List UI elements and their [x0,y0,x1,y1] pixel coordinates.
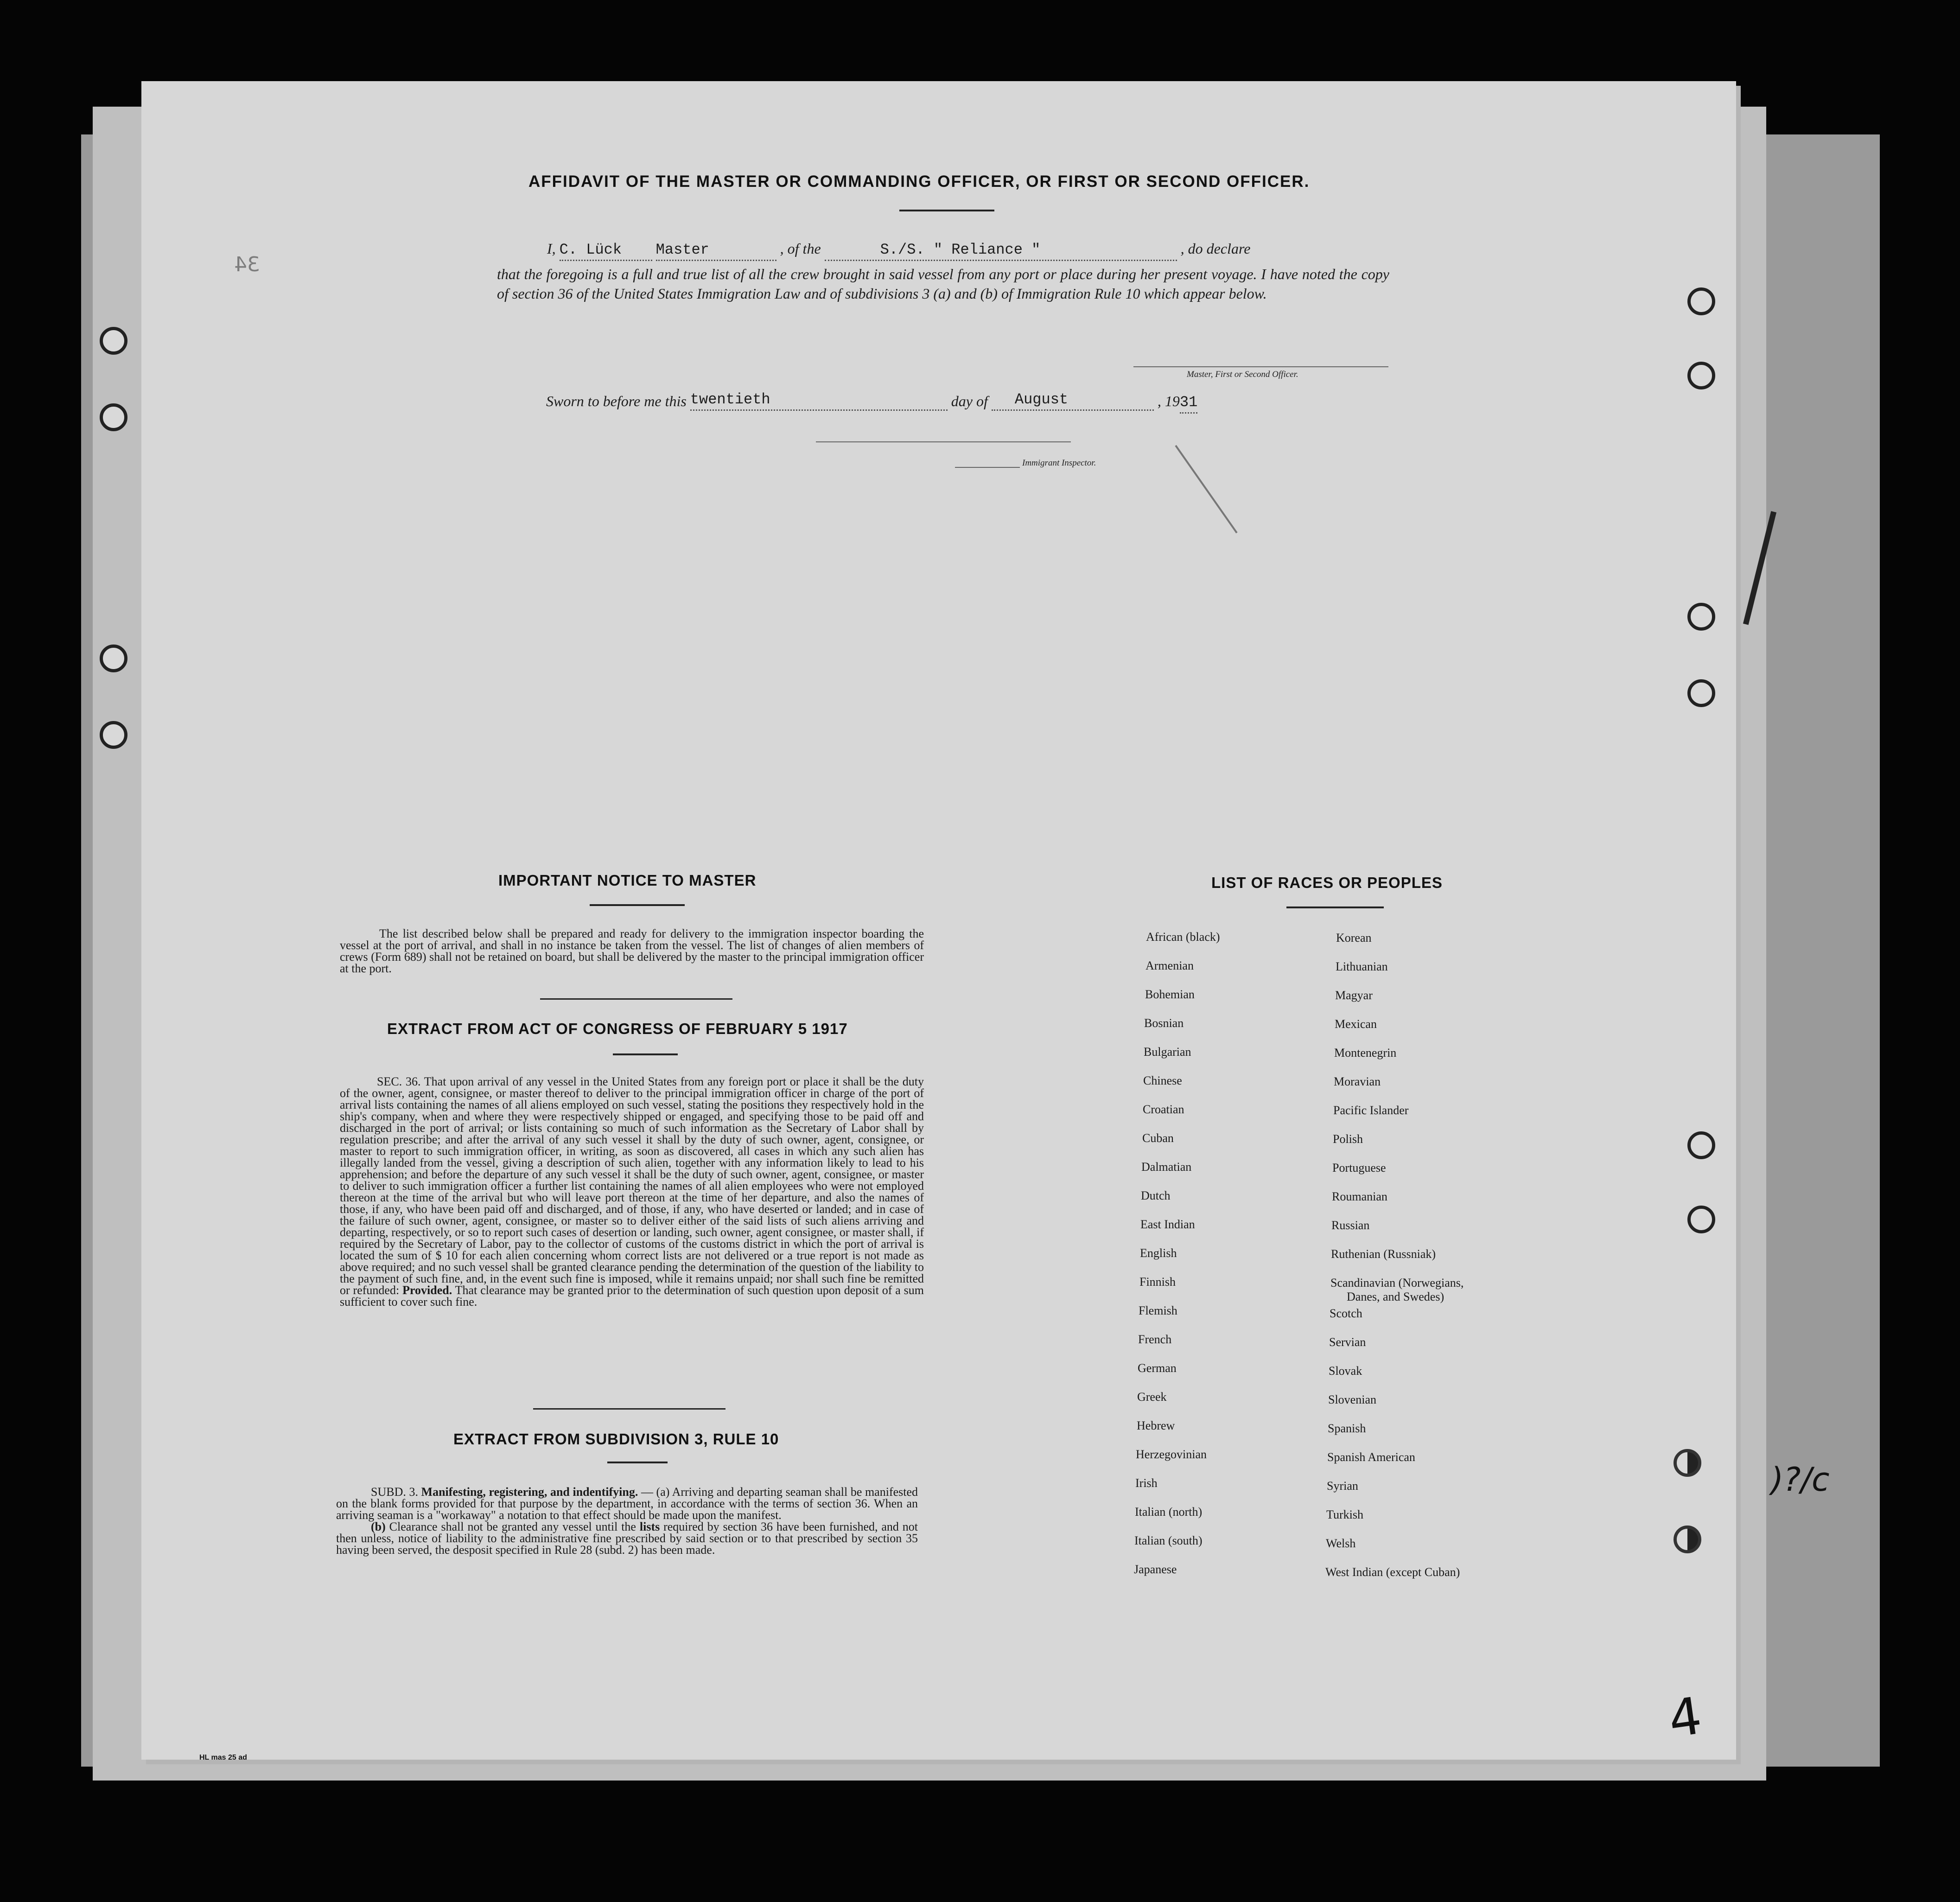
signature-line [1133,366,1388,367]
race-item: Servian [1329,1335,1366,1349]
race-item: Pacific Islander [1333,1104,1409,1117]
act-text: SEC. 36. That upon arrival of any vessel in the United States from any foreign port or place it shall be the duty of the owner, agent, consignee, or master thereof to deliver to the principal immigration officer in charge of the port of arrival lists containing the names of all aliens employed on such vessel, stating the positions they respectively hold in the ship's company, when and where they were respectively shipped or engaged, and specifying those to be paid off and discharged in the port of arrival; or lists containing so much of such information as the Secretary of Labor shall by regulation prescribe; and after the arrival of any such vessel it shall by the duty of such owner, agent, consignee, or master to report to such immigration officer, in writing, as soon as discovered, all cases in which any such alien has illegally landed from the vessel, giving a description of such alien, together with any information likely to lead to his apprehension; and before the departure of any such vessel it shall be the duty of such owner, agent, consignee, or master to deliver to such immigration officer a further list containing the names of all alien employees who were not employed thereon at the time of the arrival but who will leave port thereon at the time of her departure, and also the names of those, if any, who have been paid off and discharged, and of those, if any, who have deserted or landed; and in case of the failure of such owner, agent, consignee, or master so to deliver either of the said lists of such aliens arriving and departing, respectively, or so to report such cases of desertion or landing, such owner, agent consignee, or master shall, if required by the Secretary of Labor, pay to the collector of customs of the customs district in which the port of arrival is located the sum of $ 10 for each alien concerning whom correct lists are not delivered or a true report is not made as above required; and no such vessel shall be granted clearance pending the determination of the question of the liability to the payment of such fine, and, in the event such fine is imposed, while it remains unpaid; nor shall such fine be remitted or refunded: [340,1075,924,1297]
master-rank: Master [655,241,709,258]
inspector-line [816,441,1071,442]
races-title: LIST OF RACES OR PEOPLES [1211,874,1443,891]
race-item: Roumanian [1332,1190,1387,1203]
affidavit-title: AFFIDAVIT OF THE MASTER OR COMMANDING OFFICER, OR FIRST OR SECOND OFFICER. [528,172,1310,191]
binder-hole [1687,287,1715,315]
race-item: Cuban [1142,1131,1174,1145]
race-item: Mexican [1335,1017,1377,1031]
binder-hole [1687,603,1715,631]
race-item: Polish [1333,1132,1363,1146]
page-stamp: 34 [234,253,260,276]
sworn-line [546,389,1404,414]
race-item: Magyar [1335,989,1373,1002]
sworn-prefix: Sworn to before me this [546,393,687,409]
inspector-caption: Immigrant Inspector. [1022,458,1096,468]
binder-hole [1687,679,1715,707]
race-item: Hebrew [1137,1419,1175,1432]
binder-hole [1674,1525,1701,1553]
race-item: Slovak [1329,1364,1362,1378]
subd-label: SUBD. 3. [371,1485,418,1499]
race-item: Lithuanian [1336,960,1388,973]
race-item: German [1138,1361,1177,1375]
act-provided: Provided. [402,1283,452,1297]
race-item: English [1140,1246,1177,1260]
race-item: East Indian [1140,1218,1195,1231]
race-item: Bosnian [1144,1016,1184,1030]
subd-b-label: (b) [371,1520,386,1533]
race-item: West Indian (except Cuban) [1325,1565,1460,1579]
binder-hole [100,645,127,672]
affidavit-prefix: I, [547,240,556,257]
binder-hole [1687,1206,1715,1233]
subd-heading: Manifesting, registering, and indentifying. [421,1485,638,1499]
race-item: Spanish American [1327,1450,1415,1464]
sworn-day: twentieth [690,391,770,408]
year-prefix: , 19 [1157,393,1180,409]
form-number: HL mas 25 ad [199,1754,247,1762]
race-item: Dalmatian [1141,1160,1192,1174]
race-item: Irish [1135,1476,1158,1490]
race-item: Syrian [1327,1479,1358,1493]
race-item: Ruthenian (Russniak) [1331,1247,1436,1261]
rule-title-rule [607,1462,668,1463]
race-item: Herzegovinian [1136,1448,1207,1461]
do-declare-label: , do declare [1180,240,1251,257]
race-item: Japanese [1134,1563,1177,1576]
signature-caption: Master, First or Second Officer. [1187,370,1298,379]
inspector-line-2 [955,467,1020,468]
handwritten-corner-number: 4 [1665,1685,1705,1749]
race-item: Chinese [1143,1074,1182,1087]
notice-body: The list described below shall be prepared and ready for delivery to the immigration inspector boarding the vessel at the port of arrival, and shall in no instance be taken from the vessel. The list of changes of alien members of crews (Form 689) shall not be retained on board, but shall be delivered by the master to the principal immigration officer at the port. [340,927,924,975]
binder-hole [100,403,127,431]
race-item: African (black) [1146,930,1220,944]
rule-title: EXTRACT FROM SUBDIVISION 3, RULE 10 [453,1430,779,1448]
race-item: Finnish [1139,1275,1176,1289]
race-item: Scandinavian (Norwegians, [1330,1276,1464,1289]
subd-b-lists: lists [639,1520,660,1533]
race-item: Montenegrin [1334,1046,1397,1060]
subd-a-body: Arriving and departing seaman shall be manifested on the blank forms provided for that purpose by the department, in accordance with the terms of section 36. When an arriving seaman is a "workaway" a notation to that effect should be made upon the manifest. [336,1485,918,1522]
race-item: Slovenian [1328,1393,1376,1406]
race-item: Flemish [1139,1304,1177,1317]
race-item: Korean [1336,931,1372,945]
race-item: Turkish [1326,1508,1363,1521]
race-item: Greek [1137,1390,1167,1404]
race-item: Welsh [1326,1537,1356,1550]
notice-title: IMPORTANT NOTICE TO MASTER [498,872,757,889]
race-item: Danes, and Swedes) [1347,1290,1445,1303]
race-item: Bulgarian [1144,1045,1191,1059]
act-rule [613,1053,678,1055]
vessel-name: S./S. " Reliance " [880,241,1041,258]
race-item: Armenian [1145,959,1194,972]
act-body [340,1076,924,1308]
sworn-year: 31 [1179,394,1198,411]
handwritten-side-note: )?/c [1771,1461,1830,1499]
notice-divider [540,998,732,1000]
notice-rule [590,904,685,906]
race-item: Moravian [1334,1075,1381,1088]
binder-hole [100,327,127,355]
day-of-label: day of [951,393,988,409]
of-the-label: , of the [780,240,821,257]
race-item: Dutch [1141,1189,1171,1202]
binder-hole [1674,1449,1701,1477]
affidavit-body: that the foregoing is a full and true list of all the crew brought in said vessel from any port or place during her present voyage. I have noted the copy of section 36 of the United States Immigration Law and of subdivisions 3 (a) and (b) of Immigration Rule 10 which appear below. [497,266,1389,302]
sworn-month: August [1014,391,1069,408]
act-divider [533,1408,725,1410]
affidavit-line-1 [547,239,1391,261]
race-item: Italian (south) [1134,1534,1203,1547]
binder-hole [1687,1131,1715,1159]
races-rule [1286,906,1384,908]
race-item: Italian (north) [1135,1505,1203,1519]
race-item: Spanish [1328,1422,1366,1435]
race-item: Russian [1331,1219,1370,1232]
act-text-end: That clearance may be granted prior to the determination of such question upon deposit of a sum sufficient to cover such fine. [340,1283,924,1308]
race-item: Portuguese [1332,1161,1386,1174]
subd-b-body-1: Clearance shall not be granted any vessel until the [389,1520,636,1533]
subd-a-label: — (a) [641,1485,670,1499]
binder-hole [1687,362,1715,389]
binder-hole [100,721,127,749]
race-item: Scotch [1330,1307,1362,1320]
race-item: Bohemian [1145,988,1195,1001]
subd-b-body-2: required by section 36 have been furnished, and not then unless, notice of liability to the administrative fine prescribed by said section or to that prescribed by section 35 having been served, the desposit specified in Rule 28 (subd. 2) has been made. [336,1520,918,1557]
title-rule [899,210,994,211]
master-name: C. Lück [559,241,622,258]
rule-body [336,1486,918,1556]
race-item: Croatian [1143,1103,1184,1116]
race-item: French [1138,1333,1172,1346]
act-title: EXTRACT FROM ACT OF CONGRESS OF FEBRUARY 5 1917 [387,1020,848,1037]
